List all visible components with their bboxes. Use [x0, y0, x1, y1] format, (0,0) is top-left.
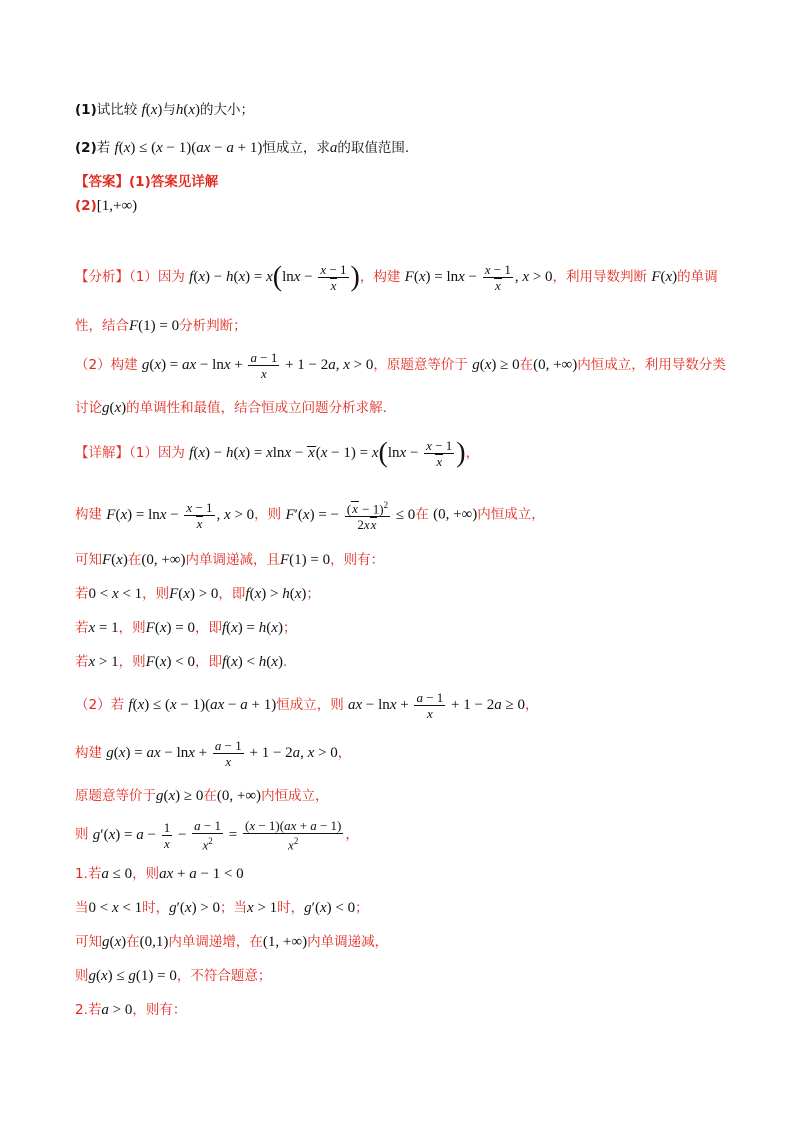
detail-line-2: 构建 F(x) = lnx − $\frac{x - 1}{x}$ , x > 0，则 F′(x) = − $\frac{(x - 1)^2}{2xx}$ ≤ 0在 (0, +∞)内恒成立， — [75, 499, 545, 533]
answer-line-2: (2)[1,+∞) — [75, 198, 138, 214]
detail-part2-line-4: 则 g′(x) = a − $\frac{1}{x}$ − $\frac{a - 1}{x^2}$ = $\frac{(x - 1)(ax + a - 1)}{x^2}$ ， — [75, 818, 359, 853]
analysis-line-1: 【分析】（1）因为 f(x) − h(x) = x(lnx − $\frac{x - 1}{x}$ )，构建 F(x) = lnx − $\frac{x - 1}{x}$ , x > 0，利用导数判断 F(x)的单调 — [75, 261, 718, 293]
detail-line-3: 可知F(x)在(0, +∞)内单调递减，且F(1) = 0，则有： — [75, 552, 385, 568]
question-2: (2)若 f(x) ≤ (x − 1)(ax − a + 1)恒成立，求a的取值范围. — [75, 140, 410, 156]
analysis-line-2: 性，结合F(1) = 0分析判断； — [75, 318, 247, 334]
subcase-line-2: 当0 < x < 1时，g′(x) > 0；当x > 1时，g′(x) < 0； — [75, 900, 369, 916]
subcase-line-3: 可知g(x)在(0,1)内单调递增，在(1, +∞)内单调递减， — [75, 934, 389, 950]
answer-line: 【答案】(1)答案见详解 — [75, 174, 219, 190]
case-line-1: 若0 < x < 1，则F(x) > 0，即f(x) > h(x)； — [75, 586, 320, 602]
case-line-2: 若x = 1，则F(x) = 0，即f(x) = h(x)； — [75, 620, 297, 636]
detail-part2-line-2: 构建 g(x) = ax − lnx + $\frac{a - 1}{x}$ + 1 − 2a, x > 0， — [75, 738, 352, 769]
analysis-line-4: 讨论g(x)的单调性和最值，结合恒成立问题分析求解. — [75, 400, 387, 416]
subcase-line-1: 1.若a ≤ 0，则ax + a − 1 < 0 — [75, 866, 244, 882]
subcase-line-5: 2.若a > 0，则有： — [75, 1002, 187, 1018]
analysis-line-3: （2）构建 g(x) = ax − lnx + $\frac{a - 1}{x}$ + 1 − 2a, x > 0，原题意等价于 g(x) ≥ 0在(0, +∞)内恒成立，利用导数分类 — [75, 350, 726, 381]
detail-line-1: 【详解】（1）因为 f(x) − h(x) = xlnx − x(x − 1) = x(lnx − $\frac{x - 1}{x}$ )， — [75, 437, 480, 469]
detail-part2-line-1: （2）若 f(x) ≤ (x − 1)(ax − a + 1)恒成立，则 ax − lnx + $\frac{a - 1}{x}$ + 1 − 2a ≥ 0， — [75, 690, 539, 721]
detail-part2-line-3: 原题意等价于g(x) ≥ 0在(0, +∞)内恒成立， — [75, 788, 329, 804]
question-1: (1)试比较 f(x)与h(x)的大小； — [75, 102, 255, 118]
case-line-3: 若x > 1，则F(x) < 0，即f(x) < h(x). — [75, 654, 288, 670]
subcase-line-4: 则g(x) ≤ g(1) = 0，不符合题意； — [75, 968, 272, 984]
